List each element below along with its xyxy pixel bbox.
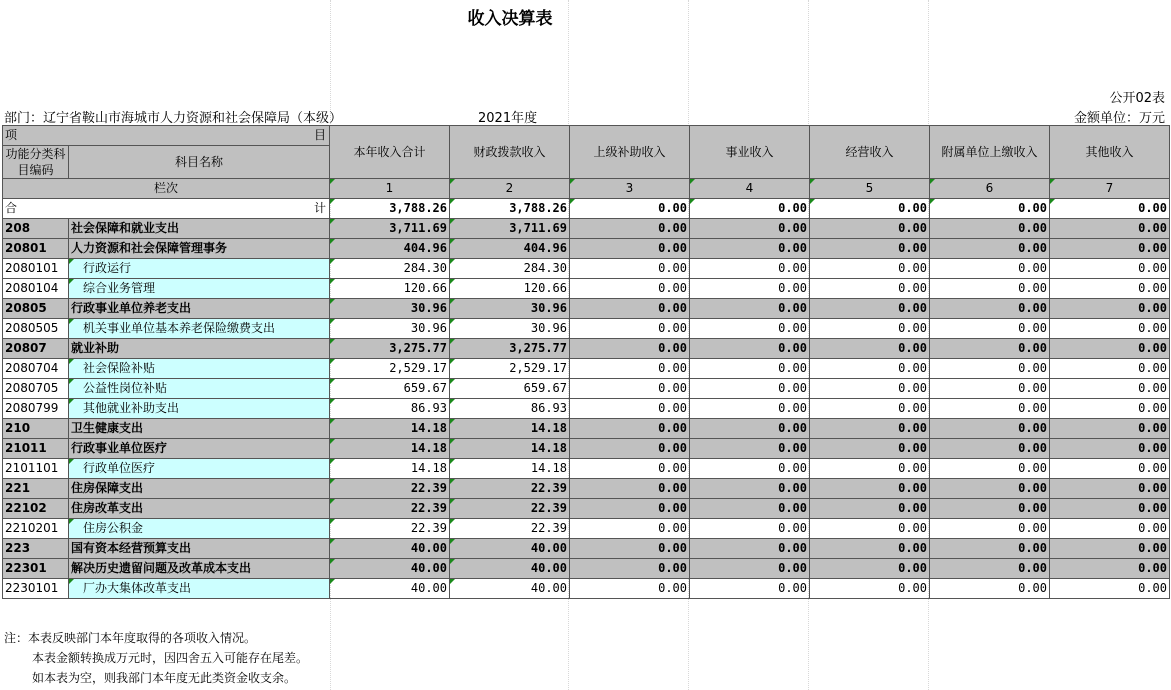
row-value: 659.67 [450, 379, 570, 399]
row-value: 0.00 [570, 499, 690, 519]
row-name: 社会保障和就业支出 [69, 219, 330, 239]
total-value: 0.00 [1050, 199, 1170, 219]
row-value: 0.00 [690, 279, 810, 299]
row-name: 行政事业单位医疗 [69, 439, 330, 459]
table-row [3, 479, 1170, 499]
row-value: 22.39 [450, 479, 570, 499]
col-header-3: 上级补助收入 [570, 126, 690, 179]
row-value: 0.00 [930, 359, 1050, 379]
row-value: 0.00 [690, 419, 810, 439]
row-value: 0.00 [810, 239, 930, 259]
table-row [3, 259, 1170, 279]
row-value: 0.00 [570, 579, 690, 599]
total-value: 3,788.26 [330, 199, 450, 219]
row-name: 社会保险补贴 [69, 359, 330, 379]
item-label: 项 [5, 128, 18, 142]
lanci-row [3, 179, 1170, 199]
row-value: 30.96 [450, 319, 570, 339]
row-value: 40.00 [330, 579, 450, 599]
table-row [3, 559, 1170, 579]
table-row [3, 539, 1170, 559]
row-code: 2080705 [3, 379, 69, 399]
row-value: 0.00 [570, 399, 690, 419]
row-value: 0.00 [1050, 579, 1170, 599]
row-value: 659.67 [330, 379, 450, 399]
row-value: 0.00 [1050, 479, 1170, 499]
row-name: 行政事业单位养老支出 [69, 299, 330, 319]
row-code: 2080704 [3, 359, 69, 379]
row-value: 40.00 [330, 559, 450, 579]
row-value: 0.00 [690, 479, 810, 499]
row-code: 2080101 [3, 259, 69, 279]
row-code: 2080505 [3, 319, 69, 339]
row-value: 3,275.77 [330, 339, 450, 359]
row-value: 0.00 [570, 339, 690, 359]
row-value: 120.66 [330, 279, 450, 299]
row-name: 住房改革支出 [69, 499, 330, 519]
row-value: 0.00 [810, 539, 930, 559]
header-row-item [3, 126, 1170, 146]
department-label: 部门：辽宁省鞍山市海城市人力资源和社会保障局（本级） [4, 111, 343, 126]
form-number: 公开02表 [1109, 91, 1165, 106]
row-value: 14.18 [330, 419, 450, 439]
row-value: 0.00 [570, 319, 690, 339]
row-value: 0.00 [690, 379, 810, 399]
table-row [3, 579, 1170, 599]
row-value: 0.00 [930, 339, 1050, 359]
row-value: 0.00 [1050, 219, 1170, 239]
total-value: 3,788.26 [450, 199, 570, 219]
row-name: 住房保障支出 [69, 479, 330, 499]
row-value: 0.00 [930, 379, 1050, 399]
row-value: 40.00 [330, 539, 450, 559]
row-name: 国有资本经营预算支出 [69, 539, 330, 559]
total-row [3, 199, 1170, 219]
row-value: 0.00 [690, 439, 810, 459]
total-value: 0.00 [930, 199, 1050, 219]
row-value: 0.00 [810, 519, 930, 539]
row-code: 208 [3, 219, 69, 239]
col-number-1: 1 [330, 179, 450, 199]
row-value: 14.18 [330, 439, 450, 459]
table-row [3, 499, 1170, 519]
row-value: 0.00 [1050, 279, 1170, 299]
row-value: 86.93 [450, 399, 570, 419]
table-row [3, 439, 1170, 459]
row-name: 机关事业单位基本养老保险缴费支出 [69, 319, 330, 339]
row-value: 0.00 [690, 459, 810, 479]
row-value: 0.00 [930, 459, 1050, 479]
row-value: 0.00 [810, 399, 930, 419]
row-value: 0.00 [690, 519, 810, 539]
note-line: 注：本表反映部门本年度取得的各项收入情况。 [4, 631, 257, 645]
row-value: 0.00 [930, 439, 1050, 459]
row-value: 3,275.77 [450, 339, 570, 359]
col-number-4: 4 [690, 179, 810, 199]
row-value: 0.00 [570, 279, 690, 299]
table-row [3, 299, 1170, 319]
row-value: 120.66 [450, 279, 570, 299]
col-header-2: 财政拨款收入 [450, 126, 570, 179]
table-row [3, 359, 1170, 379]
row-value: 0.00 [690, 239, 810, 259]
total-value: 0.00 [690, 199, 810, 219]
row-value: 0.00 [930, 479, 1050, 499]
table-row [3, 319, 1170, 339]
row-value: 0.00 [930, 239, 1050, 259]
row-value: 284.30 [450, 259, 570, 279]
row-name: 行政运行 [69, 259, 330, 279]
row-code: 21011 [3, 439, 69, 459]
table-row [3, 339, 1170, 359]
notes [4, 628, 308, 688]
row-value: 0.00 [570, 519, 690, 539]
row-value: 0.00 [930, 279, 1050, 299]
row-value: 0.00 [570, 239, 690, 259]
row-value: 0.00 [570, 379, 690, 399]
row-code: 221 [3, 479, 69, 499]
table-row [3, 459, 1170, 479]
row-value: 30.96 [330, 319, 450, 339]
row-value: 22.39 [450, 499, 570, 519]
table-row [3, 219, 1170, 239]
row-value: 0.00 [810, 559, 930, 579]
row-value: 0.00 [810, 259, 930, 279]
row-value: 0.00 [690, 299, 810, 319]
row-value: 0.00 [690, 259, 810, 279]
col-number-5: 5 [810, 179, 930, 199]
note-line: 本表金额转换成万元时，因四舍五入可能存在尾差。 [32, 651, 309, 665]
row-value: 0.00 [570, 419, 690, 439]
row-value: 0.00 [810, 279, 930, 299]
row-name: 公益性岗位补贴 [69, 379, 330, 399]
row-value: 0.00 [570, 259, 690, 279]
income-table [2, 125, 1170, 599]
row-value: 0.00 [690, 399, 810, 419]
row-value: 0.00 [570, 359, 690, 379]
row-value: 0.00 [570, 539, 690, 559]
row-value: 0.00 [690, 219, 810, 239]
row-value: 3,711.69 [450, 219, 570, 239]
row-value: 0.00 [690, 559, 810, 579]
row-value: 22.39 [330, 519, 450, 539]
table-row [3, 519, 1170, 539]
row-value: 0.00 [810, 359, 930, 379]
row-value: 0.00 [930, 499, 1050, 519]
col-header-5: 经营收入 [810, 126, 930, 179]
row-name: 住房公积金 [69, 519, 330, 539]
col-header-7: 其他收入 [1050, 126, 1170, 179]
row-value: 0.00 [930, 219, 1050, 239]
col-header-6: 附属单位上缴收入 [930, 126, 1050, 179]
row-name: 卫生健康支出 [69, 419, 330, 439]
row-code: 2210201 [3, 519, 69, 539]
row-value: 0.00 [1050, 419, 1170, 439]
row-value: 14.18 [450, 419, 570, 439]
lanci-label: 栏次 [3, 179, 330, 199]
row-value: 22.39 [330, 499, 450, 519]
row-name: 厂办大集体改革支出 [69, 579, 330, 599]
row-value: 0.00 [810, 419, 930, 439]
table-row [3, 419, 1170, 439]
row-value: 0.00 [570, 559, 690, 579]
row-value: 0.00 [690, 339, 810, 359]
row-value: 0.00 [930, 559, 1050, 579]
row-name: 综合业务管理 [69, 279, 330, 299]
row-code: 22301 [3, 559, 69, 579]
row-value: 0.00 [1050, 239, 1170, 259]
row-value: 0.00 [930, 259, 1050, 279]
row-value: 0.00 [810, 319, 930, 339]
row-value: 40.00 [450, 559, 570, 579]
total-value: 0.00 [810, 199, 930, 219]
table-row [3, 239, 1170, 259]
row-value: 0.00 [1050, 499, 1170, 519]
row-name: 其他就业补助支出 [69, 399, 330, 419]
row-code: 2230101 [3, 579, 69, 599]
row-value: 3,711.69 [330, 219, 450, 239]
row-value: 0.00 [1050, 539, 1170, 559]
row-value: 0.00 [570, 219, 690, 239]
row-value: 0.00 [930, 419, 1050, 439]
row-value: 0.00 [810, 499, 930, 519]
row-value: 0.00 [1050, 439, 1170, 459]
row-value: 30.96 [330, 299, 450, 319]
row-value: 0.00 [690, 499, 810, 519]
row-code: 2080104 [3, 279, 69, 299]
name-header: 科目名称 [69, 146, 330, 179]
row-value: 0.00 [1050, 319, 1170, 339]
row-value: 2,529.17 [330, 359, 450, 379]
row-value: 22.39 [450, 519, 570, 539]
row-value: 14.18 [330, 459, 450, 479]
table-row [3, 399, 1170, 419]
row-value: 0.00 [930, 579, 1050, 599]
item-mu-label: 目 [313, 128, 326, 142]
total-label-left: 合 [5, 201, 18, 215]
row-value: 0.00 [1050, 259, 1170, 279]
row-code: 22102 [3, 499, 69, 519]
row-code: 2101101 [3, 459, 69, 479]
row-code: 20805 [3, 299, 69, 319]
row-value: 0.00 [690, 579, 810, 599]
row-value: 404.96 [330, 239, 450, 259]
row-value: 22.39 [330, 479, 450, 499]
row-value: 0.00 [930, 299, 1050, 319]
row-code: 20801 [3, 239, 69, 259]
item-header-cell [3, 126, 330, 146]
row-value: 14.18 [450, 459, 570, 479]
row-value: 0.00 [810, 579, 930, 599]
row-value: 0.00 [1050, 339, 1170, 359]
row-value: 284.30 [330, 259, 450, 279]
row-value: 0.00 [930, 399, 1050, 419]
row-value: 0.00 [1050, 299, 1170, 319]
row-value: 0.00 [1050, 399, 1170, 419]
row-value: 0.00 [1050, 519, 1170, 539]
row-value: 0.00 [570, 439, 690, 459]
row-value: 0.00 [810, 439, 930, 459]
page-title: 收入决算表 [467, 9, 553, 29]
row-value: 86.93 [330, 399, 450, 419]
row-name: 就业补助 [69, 339, 330, 359]
code-header: 功能分类科目编码 [3, 146, 69, 179]
col-number-2: 2 [450, 179, 570, 199]
row-value: 404.96 [450, 239, 570, 259]
row-value: 0.00 [810, 459, 930, 479]
row-code: 223 [3, 539, 69, 559]
total-value: 0.00 [570, 199, 690, 219]
row-value: 30.96 [450, 299, 570, 319]
row-value: 0.00 [570, 479, 690, 499]
col-number-6: 6 [930, 179, 1050, 199]
row-code: 210 [3, 419, 69, 439]
col-header-1: 本年收入合计 [330, 126, 450, 179]
col-number-7: 7 [1050, 179, 1170, 199]
total-label-cell [3, 199, 330, 219]
fiscal-year: 2021年度 [478, 111, 538, 126]
row-value: 0.00 [930, 319, 1050, 339]
row-value: 0.00 [690, 319, 810, 339]
row-code: 2080799 [3, 399, 69, 419]
row-value: 0.00 [810, 379, 930, 399]
row-value: 0.00 [1050, 379, 1170, 399]
note-line: 如本表为空，则我部门本年度无此类资金收支余。 [32, 671, 297, 685]
row-value: 2,529.17 [450, 359, 570, 379]
row-value: 0.00 [690, 359, 810, 379]
col-header-4: 事业收入 [690, 126, 810, 179]
row-value: 0.00 [930, 519, 1050, 539]
table-row [3, 379, 1170, 399]
table-row [3, 279, 1170, 299]
row-value: 0.00 [810, 339, 930, 359]
row-name: 行政单位医疗 [69, 459, 330, 479]
row-value: 40.00 [450, 539, 570, 559]
row-value: 40.00 [450, 579, 570, 599]
row-value: 0.00 [570, 299, 690, 319]
row-name: 人力资源和社会保障管理事务 [69, 239, 330, 259]
row-value: 0.00 [1050, 359, 1170, 379]
row-value: 0.00 [1050, 559, 1170, 579]
row-value: 0.00 [570, 459, 690, 479]
row-value: 0.00 [810, 219, 930, 239]
row-value: 14.18 [450, 439, 570, 459]
row-name: 解决历史遗留问题及改革成本支出 [69, 559, 330, 579]
row-value: 0.00 [930, 539, 1050, 559]
row-value: 0.00 [690, 539, 810, 559]
row-value: 0.00 [810, 479, 930, 499]
col-number-3: 3 [570, 179, 690, 199]
amount-unit: 金额单位：万元 [1073, 111, 1165, 126]
row-value: 0.00 [810, 299, 930, 319]
total-label-right: 计 [313, 201, 326, 215]
row-value: 0.00 [1050, 459, 1170, 479]
row-code: 20807 [3, 339, 69, 359]
